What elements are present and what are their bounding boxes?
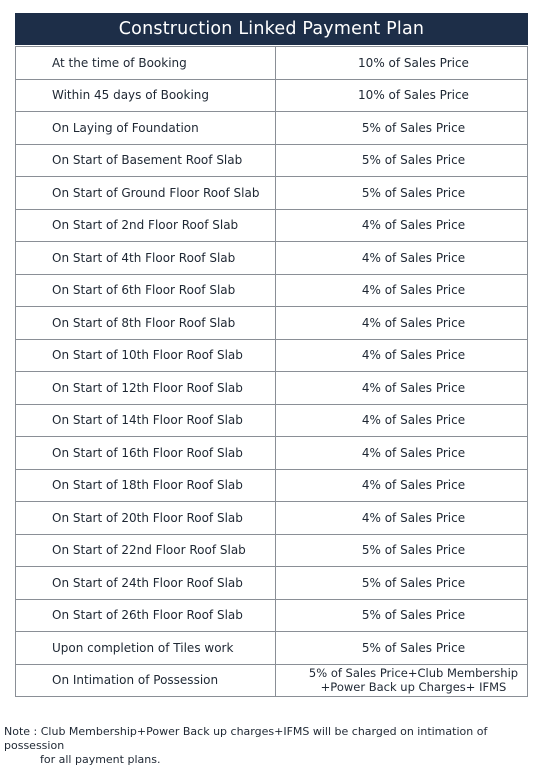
amount-cell: 4% of Sales Price bbox=[276, 502, 528, 535]
amount-cell: 4% of Sales Price bbox=[276, 242, 528, 275]
stage-cell: On Start of 22nd Floor Roof Slab bbox=[16, 534, 276, 567]
amount-cell: 5% of Sales Price bbox=[276, 112, 528, 145]
amount-cell: 10% of Sales Price bbox=[276, 79, 528, 112]
table-row bbox=[16, 144, 528, 177]
stage-cell: On Start of Ground Floor Roof Slab bbox=[16, 177, 276, 210]
table-row bbox=[16, 567, 528, 600]
amount-line: 5% of Sales Price+Club Membership bbox=[308, 666, 519, 681]
table-row bbox=[16, 437, 528, 470]
payment-plan-table bbox=[15, 46, 528, 697]
table-row bbox=[16, 404, 528, 437]
amount-cell: 4% of Sales Price bbox=[276, 209, 528, 242]
table-row bbox=[16, 112, 528, 145]
amount-cell: 4% of Sales Price bbox=[276, 469, 528, 502]
amount-line: +Power Back up Charges+ IFMS bbox=[320, 680, 507, 695]
amount-cell: 4% of Sales Price bbox=[276, 372, 528, 405]
table-row bbox=[16, 274, 528, 307]
table-row bbox=[16, 79, 528, 112]
stage-cell: On Start of 8th Floor Roof Slab bbox=[16, 307, 276, 340]
amount-cell: 10% of Sales Price bbox=[276, 47, 528, 80]
table-row bbox=[16, 502, 528, 535]
footnote bbox=[4, 725, 537, 767]
payment-plan-table-body bbox=[16, 47, 528, 697]
table-row-possession bbox=[16, 664, 528, 697]
stage-cell: On Start of 16th Floor Roof Slab bbox=[16, 437, 276, 470]
stage-cell: On Start of Basement Roof Slab bbox=[16, 144, 276, 177]
table-row bbox=[16, 599, 528, 632]
table-row bbox=[16, 372, 528, 405]
stage-cell: At the time of Booking bbox=[16, 47, 276, 80]
footnote-line: Note : Club Membership+Power Back up charges+IFMS will be charged on intimation of possession bbox=[4, 725, 488, 752]
amount-cell: 5% of Sales Price bbox=[276, 632, 528, 665]
table-row bbox=[16, 177, 528, 210]
amount-cell: 4% of Sales Price bbox=[276, 437, 528, 470]
table-row bbox=[16, 47, 528, 80]
stage-cell: On Intimation of Possession bbox=[16, 664, 276, 697]
amount-cell: 5% of Sales Price bbox=[276, 567, 528, 600]
stage-cell: Upon completion of Tiles work bbox=[16, 632, 276, 665]
stage-cell: On Start of 24th Floor Roof Slab bbox=[16, 567, 276, 600]
stage-cell: On Start of 10th Floor Roof Slab bbox=[16, 339, 276, 372]
stage-cell: On Start of 4th Floor Roof Slab bbox=[16, 242, 276, 275]
stage-cell: On Start of 14th Floor Roof Slab bbox=[16, 404, 276, 437]
stage-cell: On Start of 18th Floor Roof Slab bbox=[16, 469, 276, 502]
table-row bbox=[16, 209, 528, 242]
amount-cell: 5% of Sales Price bbox=[276, 599, 528, 632]
table-row bbox=[16, 534, 528, 567]
plan-title: Construction Linked Payment Plan bbox=[15, 13, 528, 45]
stage-cell: Within 45 days of Booking bbox=[16, 79, 276, 112]
amount-cell: 4% of Sales Price bbox=[276, 339, 528, 372]
amount-cell: 5% of Sales Price bbox=[276, 177, 528, 210]
footnote-line: for all payment plans. bbox=[40, 753, 161, 766]
amount-cell: 4% of Sales Price bbox=[276, 404, 528, 437]
stage-cell: On Laying of Foundation bbox=[16, 112, 276, 145]
amount-cell: 4% of Sales Price bbox=[276, 274, 528, 307]
stage-cell: On Start of 20th Floor Roof Slab bbox=[16, 502, 276, 535]
stage-cell: On Start of 26th Floor Roof Slab bbox=[16, 599, 276, 632]
table-row bbox=[16, 307, 528, 340]
amount-cell: 4% of Sales Price bbox=[276, 307, 528, 340]
amount-cell bbox=[276, 664, 528, 697]
stage-cell: On Start of 12th Floor Roof Slab bbox=[16, 372, 276, 405]
table-row bbox=[16, 339, 528, 372]
table-row bbox=[16, 632, 528, 665]
stage-cell: On Start of 2nd Floor Roof Slab bbox=[16, 209, 276, 242]
amount-cell: 5% of Sales Price bbox=[276, 144, 528, 177]
stage-cell: On Start of 6th Floor Roof Slab bbox=[16, 274, 276, 307]
table-row bbox=[16, 469, 528, 502]
amount-cell: 5% of Sales Price bbox=[276, 534, 528, 567]
table-row bbox=[16, 242, 528, 275]
